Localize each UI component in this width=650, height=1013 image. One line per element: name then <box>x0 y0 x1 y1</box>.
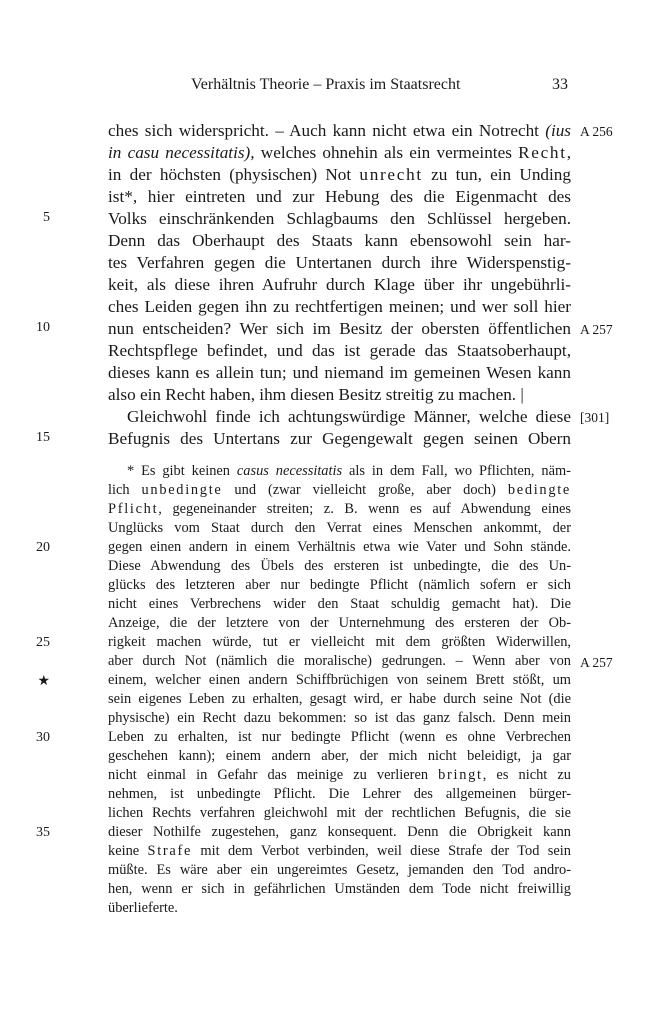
margin-note: A 257 <box>580 655 613 670</box>
footnote-line: Pflicht, gegeneinander streiten; z. B. wenn es auf Abwendung eines <box>108 501 571 517</box>
footnote-line: * Es gibt keinen casus necessitatis als in dem Fall, wo Pflichten, näm- <box>127 463 571 479</box>
line-number: 30 <box>36 730 50 745</box>
footnote-line: gegen einen andern in einem Verhältnis etwa wie Vater und Sohn stände. <box>108 539 571 555</box>
text-line: keit, als diese ihren Aufruhr durch Klage über ihr ungebührli- <box>108 275 571 294</box>
footnote-line: nehmen, ist unbedingte Pflicht. Die Lehrer des allgemeinen bürger- <box>108 786 571 802</box>
footnote-line: einem, welcher einen andern Schiffbrüchigen von seinem Brett stößt, um <box>108 672 571 688</box>
text-line: Rechtspflege befindet, und das ist gerade das Staatsoberhaupt, <box>108 341 571 360</box>
text-line: in der höchsten (physischen) Not unrecht zu tun, ein Unding <box>108 165 571 184</box>
footnote-line: Anzeige, die der letztere von der Unternehmung des ersteren der Ob- <box>108 615 571 631</box>
footnote-line: lichen Rechts verfahren gleichwohl mit der rechtlichen Befugnis, die sie <box>108 805 571 821</box>
text-line: Befugnis des Untertans zur Gegengewalt gegen seinen Obern <box>108 429 571 448</box>
line-number: 20 <box>36 540 50 555</box>
text-line: in casu necessitatis), welches ohnehin als ein vermeintes Recht, <box>108 143 571 162</box>
footnote-line: physische) ein Recht dazu bekommen: so ist das ganz falsch. Denn mein <box>108 710 571 726</box>
page-number: 33 <box>552 76 568 93</box>
footnote-line: Diese Abwendung des Übels des ersteren ist unbedingte, die des Un- <box>108 558 571 574</box>
footnote-line: geschehen kann); einem andern aber, der mich nicht beleidigt, ja gar <box>108 748 571 764</box>
margin-note: A 257 <box>580 322 613 337</box>
footnote-line: sein eigenes Leben zu erhalten, gesagt wird, er habe durch seine Not (die <box>108 691 571 707</box>
text-line: dieses kann es allein tun; und niemand im gemeinen Wesen kann <box>108 363 571 382</box>
line-number: 35 <box>36 825 50 840</box>
footnote-line: nicht eines Verbrechens wider den Staat schuldig gemacht hat). Die <box>108 596 571 612</box>
line-number: 5 <box>43 210 50 225</box>
margin-note: [301] <box>580 410 610 425</box>
line-number: 10 <box>36 320 50 335</box>
footnote-line: überlieferte. <box>108 900 178 916</box>
footnote-line: keine Strafe mit dem Verbot verbinden, weil diese Strafe der Tod sein <box>108 843 571 859</box>
text-line: ches sich widerspricht. – Auch kann nicht etwa ein Notrecht (ius <box>108 121 571 140</box>
footnote-line: Leben zu erhalten, ist nur bedingte Pflicht (wenn es ohne Verbrechen <box>108 729 571 745</box>
margin-note: A 256 <box>580 124 613 139</box>
text-line: also ein Recht haben, ihm diesen Besitz streitig zu machen. | <box>108 385 524 404</box>
footnote-line: lich unbedingte und (zwar vielleicht große, aber doch) bedingte <box>108 482 571 498</box>
line-number: 15 <box>36 430 50 445</box>
text-line: ist*, hier eintreten und zur Hebung des die Eigenmacht des <box>108 187 571 206</box>
text-line: Gleichwohl finde ich achtungswürdige Männer, welche diese <box>127 407 571 426</box>
footnote-line: rigkeit machen würde, tut er vielleicht mit dem größten Widerwillen, <box>108 634 571 650</box>
text-line: ches Leiden gegen ihn zu rechtfertigen meinen; und wer soll hier <box>108 297 571 316</box>
footnote-line: müßte. Es wäre aber ein ungereimtes Gesetz, jemanden den Tod andro- <box>108 862 571 878</box>
text-line: Volks einschränkenden Schlagbaums den Schlüssel hergeben. <box>108 209 571 228</box>
footnote-line: hen, wenn er sich in gefährlichen Umständen dem Tode nicht freiwillig <box>108 881 571 897</box>
star-marker: ★ <box>37 674 50 689</box>
footnote-line: nicht einmal in Gefahr das meinige zu verlieren bringt, es nicht zu <box>108 767 571 783</box>
page-header <box>108 76 568 100</box>
text-line: Denn das Oberhaupt des Staats kann ebensowohl sein har- <box>108 231 571 250</box>
line-number: 25 <box>36 635 50 650</box>
footnote-line: aber durch Not (nämlich die moralische) gedrungen. – Wenn aber von <box>108 653 571 669</box>
running-title: Verhältnis Theorie – Praxis im Staatsrecht <box>191 76 461 93</box>
text-line: tes Verfahren gegen die Untertanen durch ihre Widerspenstig- <box>108 253 571 272</box>
footnote-line: Unglücks vom Staat durch den Verrat eines Menschen ankommt, der <box>108 520 571 536</box>
text-line: nun entscheiden? Wer sich im Besitz der obersten öffentlichen <box>108 319 571 338</box>
footnote-line: dieser Nothilfe zugestehen, ganz konsequent. Denn die Obrigkeit kann <box>108 824 571 840</box>
footnote-line: glücks des letzteren aber nur bedingte Pflicht (nämlich sofern er sich <box>108 577 571 593</box>
